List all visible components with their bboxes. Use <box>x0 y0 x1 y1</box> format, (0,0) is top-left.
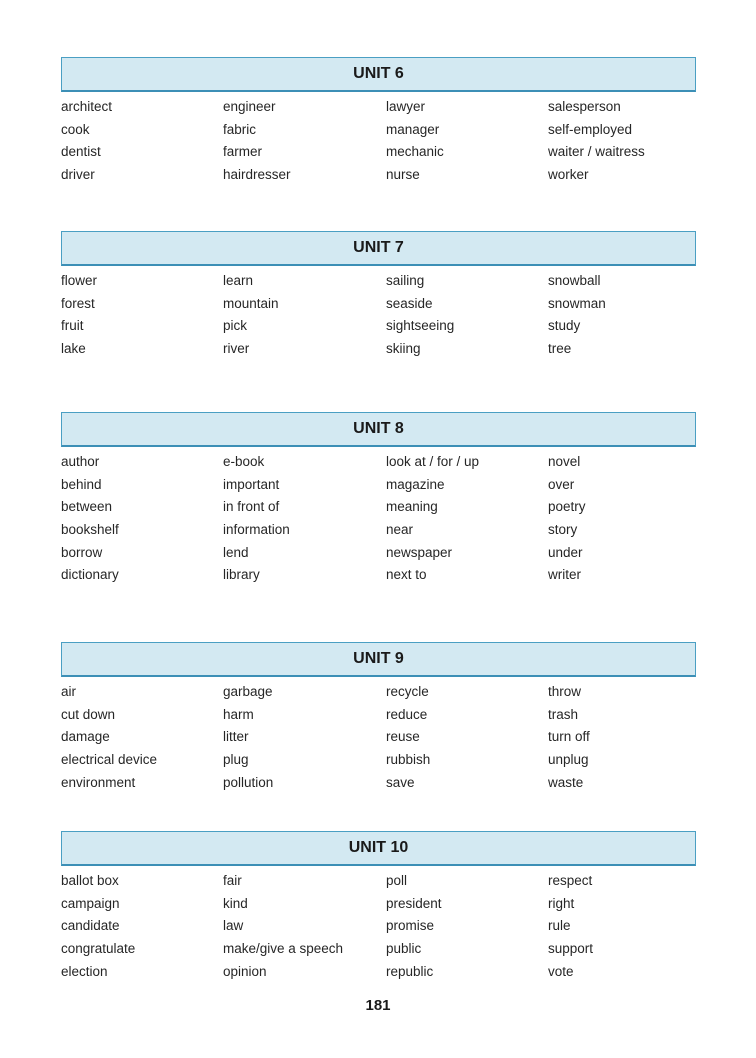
word-item: cook <box>61 121 90 137</box>
word-item: driver <box>61 167 95 183</box>
word-item: bookshelf <box>61 522 119 538</box>
unit-9-header: UNIT 9 <box>61 642 696 677</box>
word-item: magazine <box>386 476 445 492</box>
word-item: architect <box>61 99 113 114</box>
word-item: next to <box>386 567 427 583</box>
word-item: waiter / waitress <box>548 144 645 160</box>
word-item: poetry <box>548 499 586 515</box>
word-item: lawyer <box>386 99 426 114</box>
word-item: self-employed <box>548 121 633 137</box>
word-item: story <box>548 522 578 538</box>
word-item: newspaper <box>386 544 453 560</box>
word-item: congratulate <box>61 941 136 957</box>
word-item: information <box>223 522 290 538</box>
word-item: turn off <box>548 729 590 745</box>
word-item: snowman <box>548 295 606 311</box>
word-item: engineer <box>223 99 276 114</box>
word-item: learn <box>223 273 254 288</box>
word-item: fair <box>223 873 242 888</box>
unit-7-word-list <box>61 270 696 361</box>
unit-10-header: UNIT 10 <box>61 831 696 866</box>
word-item: worker <box>548 167 589 183</box>
word-item: pick <box>223 318 248 334</box>
unit-6-header: UNIT 6 <box>61 57 696 92</box>
word-item: cut down <box>61 706 116 722</box>
word-item: skiing <box>386 341 421 357</box>
word-item: opinion <box>223 963 267 979</box>
word-item: electrical device <box>61 752 158 768</box>
word-item: meaning <box>386 499 438 515</box>
unit-9-word-list <box>61 681 696 794</box>
page-number: 181 <box>365 997 391 1014</box>
word-item: fabric <box>223 121 257 137</box>
word-item: novel <box>548 454 581 469</box>
word-item: dentist <box>61 144 101 160</box>
word-item: waste <box>548 774 584 790</box>
word-item: near <box>386 522 414 538</box>
word-item: throw <box>548 684 582 699</box>
unit-8-word-list <box>61 451 696 587</box>
word-item: tree <box>548 341 572 357</box>
word-item: mechanic <box>386 144 444 160</box>
unit-7-header: UNIT 7 <box>61 231 696 266</box>
word-item: river <box>223 341 250 357</box>
word-item: fruit <box>61 318 84 334</box>
word-item: mountain <box>223 295 279 311</box>
word-item: air <box>61 684 77 699</box>
word-item: unplug <box>548 752 589 768</box>
word-item: manager <box>386 121 440 137</box>
word-item: behind <box>61 476 102 492</box>
word-item: writer <box>548 567 581 583</box>
word-item: farmer <box>223 144 263 160</box>
word-item: poll <box>386 873 408 888</box>
word-item: campaign <box>61 895 120 911</box>
unit-6-section <box>61 57 696 187</box>
word-item: forest <box>61 295 95 311</box>
word-item: promise <box>386 918 435 934</box>
unit-7-section <box>61 231 696 361</box>
word-item: library <box>223 567 260 583</box>
word-item: reduce <box>386 706 428 722</box>
word-item: trash <box>548 706 579 722</box>
word-item: garbage <box>223 684 273 699</box>
word-item: salesperson <box>548 99 621 114</box>
word-item: sailing <box>386 273 425 288</box>
word-item: sightseeing <box>386 318 455 334</box>
word-item: e-book <box>223 454 265 469</box>
unit-10-section <box>61 831 696 983</box>
word-item: study <box>548 318 581 334</box>
word-item: public <box>386 941 422 957</box>
word-item: rule <box>548 918 571 934</box>
word-item: harm <box>223 706 254 722</box>
word-item: make/give a speech <box>223 941 344 957</box>
word-item: reuse <box>386 729 420 745</box>
word-item: republic <box>386 963 434 979</box>
word-item: flower <box>61 273 98 288</box>
unit-9-section <box>61 642 696 794</box>
word-item: litter <box>223 729 249 745</box>
word-item: snowball <box>548 273 601 288</box>
unit-8-section <box>61 412 696 587</box>
unit-10-word-list <box>61 870 696 983</box>
word-item: rubbish <box>386 752 431 768</box>
word-item: vote <box>548 963 574 979</box>
word-item: nurse <box>386 167 420 183</box>
word-item: in front of <box>223 499 280 515</box>
word-item: over <box>548 476 575 492</box>
word-item: seaside <box>386 295 433 311</box>
word-item: president <box>386 895 442 911</box>
word-item: lake <box>61 341 86 357</box>
word-item: dictionary <box>61 567 119 583</box>
word-item: damage <box>61 729 110 745</box>
unit-8-header: UNIT 8 <box>61 412 696 447</box>
word-item: recycle <box>386 684 429 699</box>
word-item: pollution <box>223 774 274 790</box>
word-item: under <box>548 544 583 560</box>
word-item: right <box>548 895 575 911</box>
word-item: plug <box>223 752 249 768</box>
word-item: between <box>61 499 113 515</box>
word-item: author <box>61 454 100 469</box>
word-item: environment <box>61 774 136 790</box>
unit-6-word-list <box>61 96 696 187</box>
word-item: save <box>386 774 415 790</box>
word-item: hairdresser <box>223 167 291 183</box>
word-item: look at / for / up <box>386 454 480 469</box>
word-item: ballot box <box>61 873 119 888</box>
word-item: law <box>223 918 244 934</box>
word-item: candidate <box>61 918 120 934</box>
word-item: support <box>548 941 594 957</box>
word-item: election <box>61 963 108 979</box>
word-item: kind <box>223 895 248 911</box>
word-item: important <box>223 476 280 492</box>
word-item: borrow <box>61 544 103 560</box>
word-item: lend <box>223 544 249 560</box>
word-item: respect <box>548 873 593 888</box>
